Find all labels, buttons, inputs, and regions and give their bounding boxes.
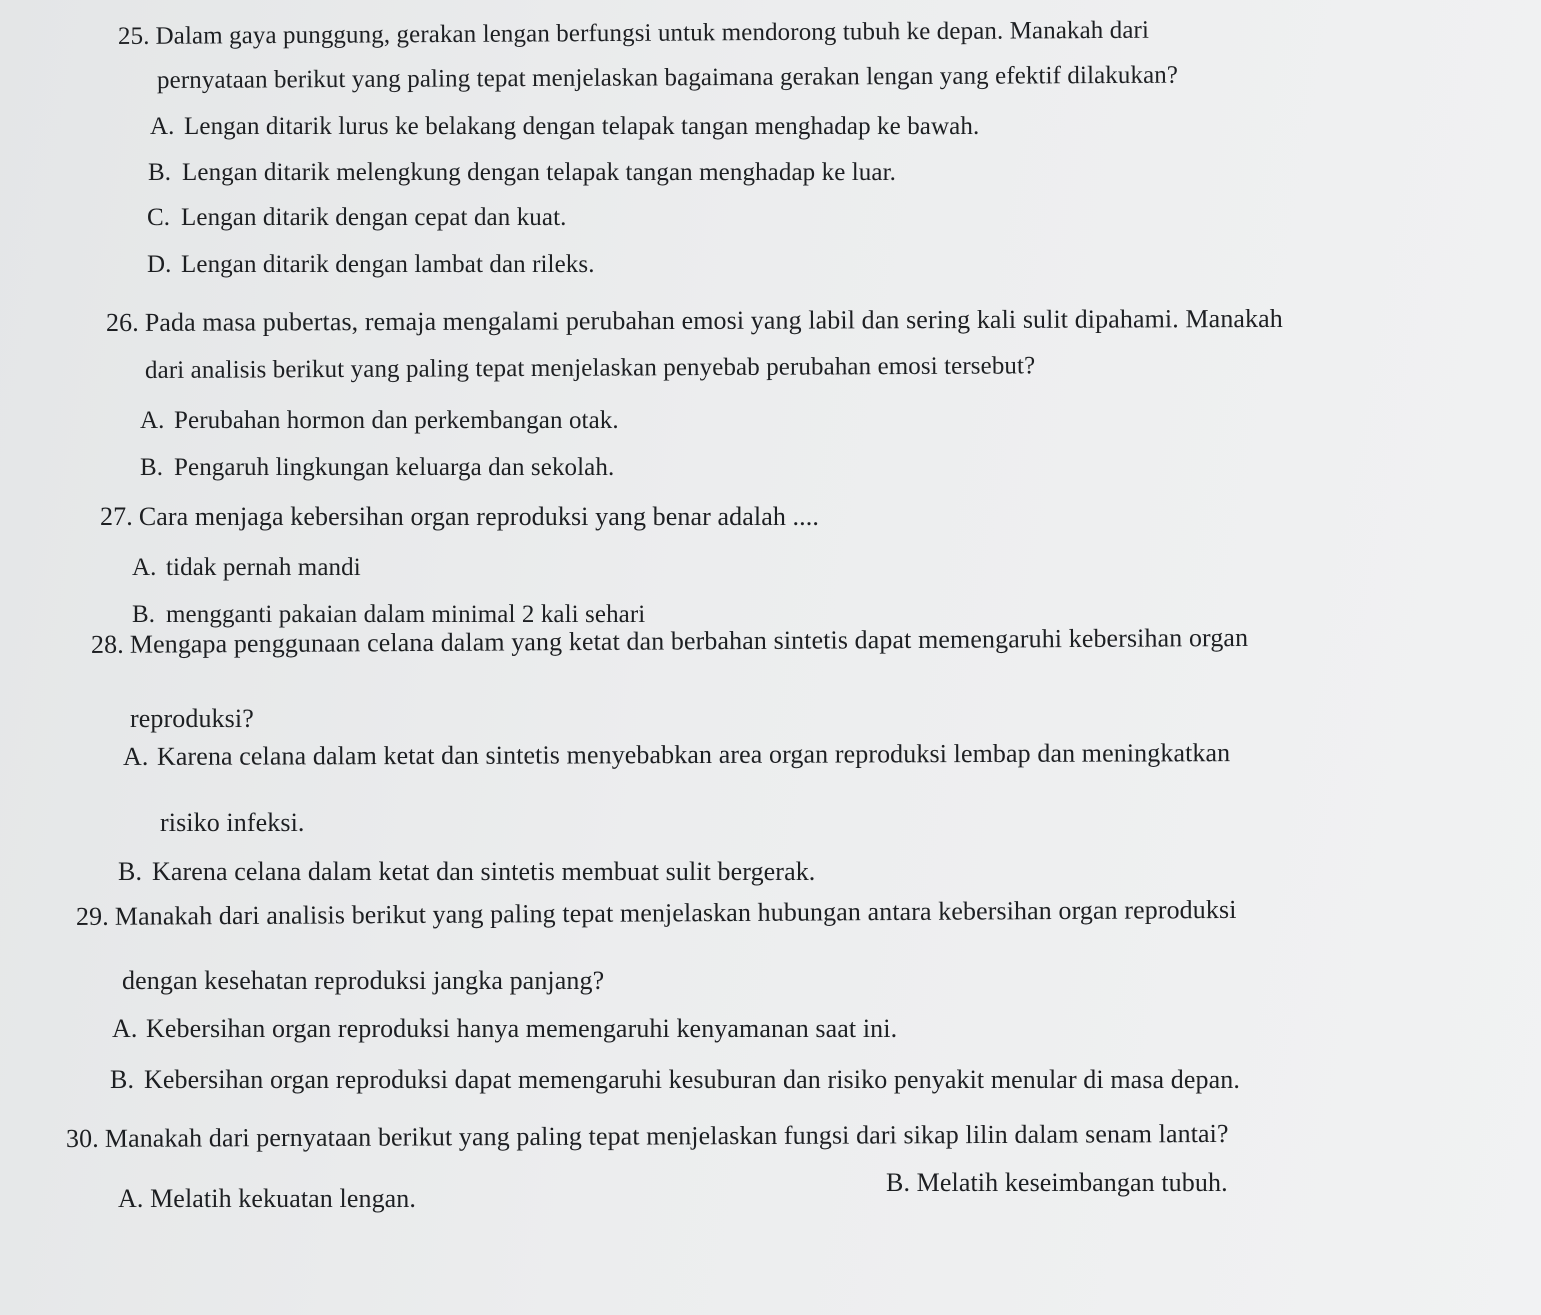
question-number: 30. (65, 1123, 99, 1153)
question-25-line-2 (157, 61, 1178, 96)
option-text: Melatih kekuatan lengan. (150, 1184, 417, 1213)
question-28-line-1 (91, 623, 1248, 660)
question-27-line-1 (100, 502, 819, 532)
question-28-line-2 (130, 704, 254, 734)
option-letter: B. (148, 159, 172, 186)
option-letter: A. (122, 741, 149, 771)
question-text: reproduksi? (130, 704, 254, 733)
question-text: Cara menjaga kebersihan organ reproduksi yang benar adalah .... (138, 502, 819, 531)
question-number: 28. (90, 629, 124, 659)
option-text: tidak pernah mandi (166, 554, 361, 581)
question-28-option-a-continued (160, 808, 305, 838)
question-27-option-a (132, 553, 361, 583)
question-text: pernyataan berikut yang paling tepat menjelaskan bagaimana gerakan lengan yang efektif dilakukan? (156, 61, 1179, 94)
option-letter: C. (147, 204, 171, 231)
question-29-line-2 (122, 966, 604, 996)
question-number: 29. (75, 901, 109, 931)
question-26-option-a (140, 406, 619, 436)
question-number: 25. (117, 22, 150, 50)
question-25-option-b (148, 158, 896, 188)
option-letter: A. (118, 1184, 144, 1213)
option-text: Melatih keseimbangan tubuh. (916, 1168, 1228, 1197)
option-letter: B. (140, 454, 164, 481)
option-letter: A. (112, 1014, 138, 1043)
question-30-option-b (886, 1168, 1228, 1198)
option-text: risiko infeksi. (160, 808, 305, 837)
question-26-line-1 (106, 304, 1283, 338)
option-text: Kebersihan organ reproduksi dapat memengaruhi kesuburan dan risiko penyakit menular di masa depan. (144, 1065, 1240, 1094)
option-text: Lengan ditarik lurus ke belakang dengan telapak tangan menghadap ke bawah. (184, 113, 980, 140)
option-text: Kebersihan organ reproduksi hanya memengaruhi kenyamanan saat ini. (146, 1014, 898, 1043)
option-text: Karena celana dalam ketat dan sintetis menyebabkan area organ reproduksi lembap dan meningkatkan (156, 738, 1231, 771)
option-text: Pengaruh lingkungan keluarga dan sekolah. (174, 454, 615, 481)
option-text: Perubahan hormon dan perkembangan otak. (174, 407, 619, 434)
question-text: Mengapa penggunaan celana dalam yang ketat dan berbahan sintetis dapat memengaruhi kebersihan organ (129, 622, 1249, 659)
option-letter: A. (140, 407, 165, 434)
option-letter: B. (132, 601, 156, 628)
question-29-option-b (110, 1065, 1240, 1095)
question-text: dengan kesehatan reproduksi jangka panjang? (122, 966, 605, 995)
question-26-line-2 (145, 351, 1035, 386)
question-29-line-1 (76, 895, 1237, 932)
question-30-option-a (118, 1184, 416, 1214)
option-text: mengganti pakaian dalam minimal 2 kali sehari (166, 601, 646, 628)
option-letter: B. (110, 1065, 135, 1094)
question-25-option-c (147, 203, 567, 233)
question-25-line-1 (118, 16, 1149, 52)
question-28-option-a (123, 738, 1230, 772)
option-text: Lengan ditarik melengkung dengan telapak tangan menghadap ke luar. (182, 159, 896, 186)
option-text: Lengan ditarik dengan cepat dan kuat. (181, 204, 567, 231)
question-text: Dalam gaya punggung, gerakan lengan berfungsi untuk mendorong tubuh ke depan. Manakah dari (155, 16, 1150, 50)
option-text: Karena celana dalam ketat dan sintetis membuat sulit bergerak. (152, 857, 816, 886)
option-letter: A. (132, 554, 157, 581)
option-letter: D. (147, 251, 172, 278)
question-text: Manakah dari pernyataan berikut yang paling tepat menjelaskan fungsi dari sikap lilin dalam senam lantai? (104, 1118, 1229, 1153)
option-letter: B. (886, 1168, 911, 1197)
question-27-option-b (132, 600, 645, 630)
question-text: dari analisis berikut yang paling tepat menjelaskan penyebab perubahan emosi tersebut? (144, 352, 1036, 384)
question-number: 26. (105, 307, 139, 337)
question-26-option-b (140, 453, 614, 483)
question-25-option-d (147, 250, 595, 280)
question-25-option-a (150, 112, 979, 142)
option-letter: A. (150, 113, 175, 140)
question-28-option-b (118, 857, 815, 887)
option-text: Lengan ditarik dengan lambat dan rileks. (181, 251, 595, 278)
option-letter: B. (118, 857, 143, 886)
question-30-line-1 (66, 1119, 1229, 1154)
question-text: Pada masa pubertas, remaja mengalami perubahan emosi yang labil dan sering kali sulit dipahami. Manakah (144, 303, 1283, 337)
question-29-option-a (112, 1014, 897, 1044)
question-text: Manakah dari analisis berikut yang paling tepat menjelaskan hubungan antara kebersihan organ reproduksi (114, 894, 1237, 931)
question-number: 27. (100, 502, 133, 531)
